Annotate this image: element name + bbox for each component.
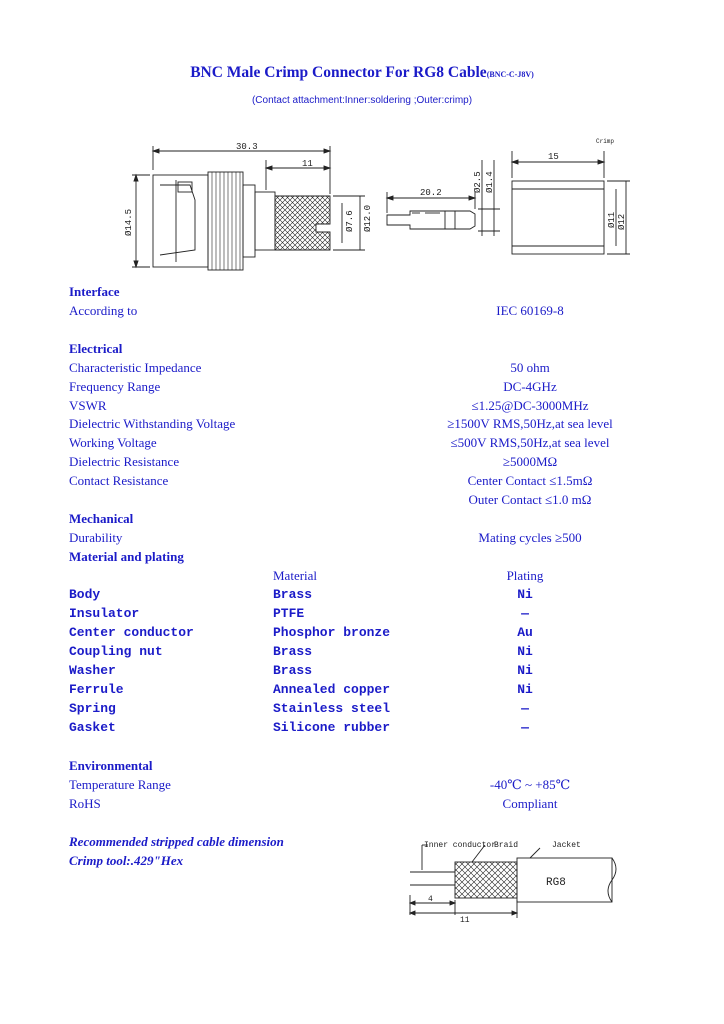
material-name-4: Brass bbox=[273, 663, 313, 678]
material-part-2: Center conductor bbox=[69, 625, 194, 640]
material-name-1: PTFE bbox=[273, 606, 305, 621]
dim-body-diameter: Ø14.5 bbox=[124, 208, 134, 236]
material-part-7: Gasket bbox=[69, 720, 116, 735]
environmental-label-1: RoHS bbox=[69, 796, 101, 811]
material-plating-0: Ni bbox=[517, 587, 533, 602]
material-part-6: Spring bbox=[69, 701, 116, 716]
interface-heading: Interface bbox=[69, 284, 120, 299]
label-jacket: Jacket bbox=[552, 841, 581, 850]
mechanical-heading: Mechanical bbox=[69, 511, 134, 526]
electrical-value-7: Outer Contact ≤1.0 mΩ bbox=[468, 492, 592, 507]
materials-heading: Material and plating bbox=[69, 549, 184, 564]
dim-ferrule-12: Ø12 bbox=[617, 213, 627, 230]
electrical-label-3: Dielectric Withstanding Voltage bbox=[69, 416, 236, 431]
materials-col-material: Material bbox=[273, 568, 318, 583]
electrical-label-6: Contact Resistance bbox=[69, 473, 169, 488]
material-plating-6: — bbox=[521, 701, 529, 716]
dim-ferrule-length: 15 bbox=[548, 152, 559, 162]
material-part-1: Insulator bbox=[69, 606, 140, 621]
label-inner-conductor: Inner conductor bbox=[424, 841, 497, 850]
cable-dim-11: 11 bbox=[460, 916, 470, 925]
electrical-label-1: Frequency Range bbox=[69, 379, 161, 394]
electrical-value-4: ≤500V RMS,50Hz,at sea level bbox=[450, 435, 610, 450]
material-part-5: Ferrule bbox=[69, 682, 124, 697]
crimp-tool-label: Crimp tool:.429"Hex bbox=[69, 853, 184, 868]
corner-note: Crimp bbox=[596, 138, 615, 145]
dim-pin-25: Ø2.5 bbox=[473, 171, 483, 193]
dim-crimp: 11 bbox=[302, 159, 313, 169]
electrical-label-2: VSWR bbox=[69, 398, 107, 413]
material-plating-7: — bbox=[521, 720, 529, 735]
materials-col-plating: Plating bbox=[506, 568, 544, 583]
material-plating-2: Au bbox=[517, 625, 533, 640]
material-plating-5: Ni bbox=[517, 682, 533, 697]
electrical-value-5: ≥5000MΩ bbox=[502, 454, 558, 469]
mechanical-label-0: Durability bbox=[69, 530, 123, 545]
dim-ferrule-76: Ø7.6 bbox=[345, 210, 355, 232]
electrical-value-0: 50 ohm bbox=[510, 360, 550, 375]
page-subtitle: (Contact attachment:Inner:soldering ;Outer:crimp) bbox=[251, 95, 473, 106]
label-braid: Braid bbox=[494, 841, 519, 850]
electrical-value-2: ≤1.25@DC-3000MHz bbox=[471, 398, 589, 413]
environmental-heading: Environmental bbox=[69, 758, 153, 773]
material-name-7: Silicone rubber bbox=[273, 720, 391, 735]
electrical-value-6: Center Contact ≤1.5mΩ bbox=[467, 473, 593, 488]
braid-section bbox=[455, 862, 517, 898]
environmental-value-1: Compliant bbox=[502, 796, 558, 811]
material-plating-1: — bbox=[521, 606, 529, 621]
interface-label-0: According to bbox=[69, 303, 138, 318]
material-name-3: Brass bbox=[273, 644, 313, 659]
cable-dim-4: 4 bbox=[428, 895, 433, 904]
material-part-4: Washer bbox=[69, 663, 116, 678]
environmental-label-0: Temperature Range bbox=[69, 777, 171, 792]
material-part-0: Body bbox=[69, 587, 101, 602]
dim-ferrule-11: Ø11 bbox=[607, 211, 617, 228]
label-rg8: RG8 bbox=[546, 877, 566, 889]
electrical-label-5: Dielectric Resistance bbox=[69, 454, 180, 469]
title-text: BNC Male Crimp Connector For RG8 Cable bbox=[190, 64, 487, 81]
material-name-6: Stainless steel bbox=[273, 701, 391, 716]
electrical-value-3: ≥1500V RMS,50Hz,at sea level bbox=[447, 416, 613, 431]
environmental-value-0: -40℃ ~ +85℃ bbox=[489, 777, 571, 792]
mechanical-value-0: Mating cycles ≥500 bbox=[478, 530, 582, 545]
dim-pin-length: 20.2 bbox=[420, 188, 442, 198]
stripped-cable-label: Recommended stripped cable dimension bbox=[69, 834, 284, 849]
electrical-heading: Electrical bbox=[69, 341, 123, 356]
electrical-label-0: Characteristic Impedance bbox=[69, 360, 202, 375]
material-part-3: Coupling nut bbox=[69, 644, 163, 659]
dim-pin-14: Ø1.4 bbox=[485, 171, 495, 193]
dim-ferrule-120: Ø12.0 bbox=[363, 204, 373, 232]
interface-value-0: IEC 60169-8 bbox=[496, 303, 564, 318]
material-name-0: Brass bbox=[273, 587, 313, 602]
material-name-5: Annealed copper bbox=[273, 682, 391, 697]
dim-overall: 30.3 bbox=[236, 142, 258, 152]
part-code: (BNC-C-J8V) bbox=[486, 70, 534, 79]
material-plating-4: Ni bbox=[517, 663, 533, 678]
electrical-value-1: DC-4GHz bbox=[503, 379, 557, 394]
material-plating-3: Ni bbox=[517, 644, 533, 659]
electrical-label-4: Working Voltage bbox=[69, 435, 157, 450]
material-name-2: Phosphor bronze bbox=[273, 625, 391, 640]
